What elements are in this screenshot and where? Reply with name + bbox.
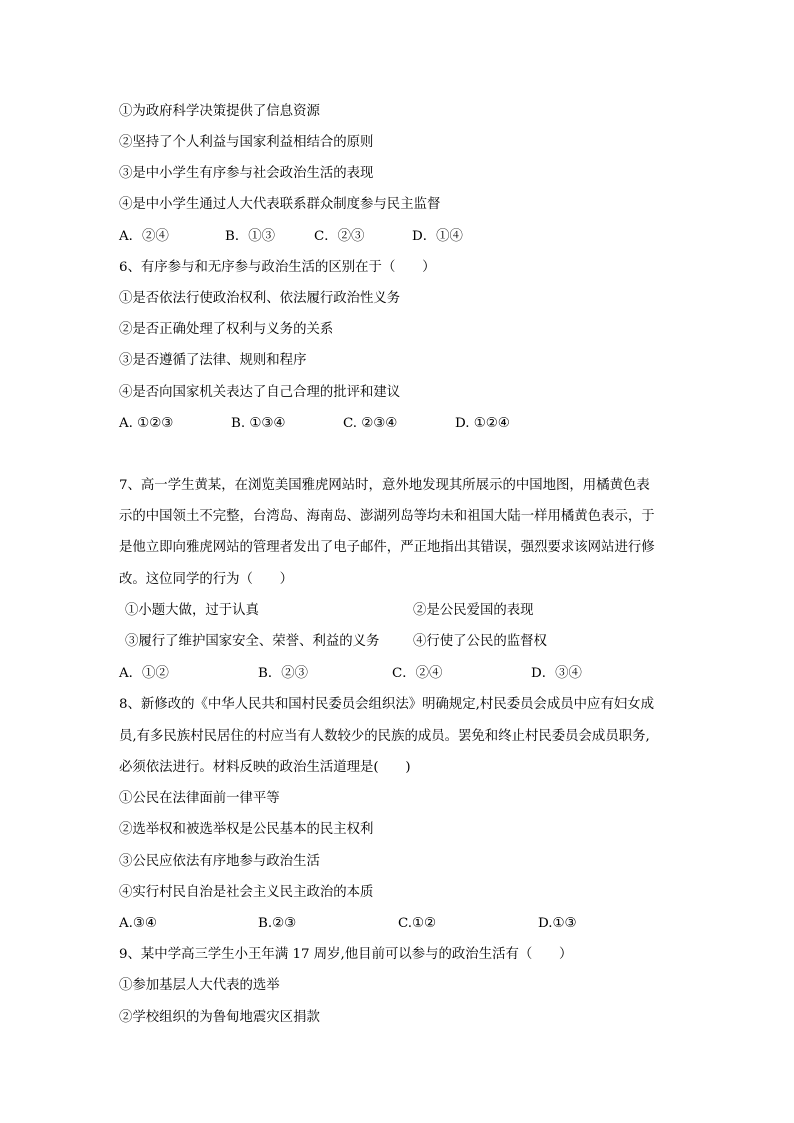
q8-item-4: ④实行村民自治是社会主义民主政治的本质 (119, 885, 374, 900)
q6-option-c: C. ②③④ (343, 416, 398, 431)
q8-option-b: B.②③ (258, 916, 297, 931)
q9-stem: 9、某中学高三学生小王年满 17 周岁,他目前可以参与的政治生活有（ ） (119, 947, 573, 962)
q6-item-1: ①是否依法行使政治权利、依法履行政治性义务 (119, 291, 401, 306)
q6-item-2: ②是否正确处理了权利与义务的关系 (119, 322, 334, 337)
q7-stem-line-3: 是他立即向雅虎网站的管理者发出了电子邮件，严正地指出其错误，强烈要求该网站进行修 (119, 540, 655, 555)
q7-stem-line-1: 7、高一学生黄某，在浏览美国雅虎网站时，意外地发现其所展示的中国地图，用橘黄色表 (119, 478, 650, 493)
q8-stem-line-2: 员,有多民族村民居住的村应当有人数较少的民族的成员。罢免和终止村民委员会成员职务, (119, 729, 650, 744)
q7-option-d: D．③④ (531, 666, 582, 681)
q6-stem: 6、有序参与和无序参与政治生活的区别在于（ ） (119, 260, 436, 275)
q7-option-c: C．②④ (392, 666, 443, 681)
q5-item-4: ④是中小学生通过人大代表联系群众制度参与民主监督 (119, 197, 441, 212)
q8-stem-line-1: 8、新修改的《中华人民共和国村民委员会组织法》明确规定,村民委员会成员中应有妇女成 (119, 697, 655, 712)
q7-option-b: B．②③ (258, 666, 309, 681)
q9-item-2: ②学校组织的为鲁甸地震灾区捐款 (119, 1010, 320, 1025)
q8-item-2: ②选举权和被选举权是公民基本的民主权利 (119, 822, 374, 837)
q5-option-b: B．①③ (225, 229, 276, 244)
q8-item-3: ③公民应依法有序地参与政治生活 (119, 854, 320, 869)
q7-item-4: ④行使了公民的监督权 (413, 634, 547, 649)
q8-item-1: ①公民在法律面前一律平等 (119, 791, 280, 806)
q5-option-d: D．①④ (412, 229, 463, 244)
q5-item-2: ②坚持了个人利益与国家利益相结合的原则 (119, 135, 374, 150)
q5-option-c: C．②③ (314, 229, 365, 244)
q6-option-d: D. ①②④ (455, 416, 510, 431)
q6-item-4: ④是否向国家机关表达了自己合理的批评和建议 (119, 385, 401, 400)
q7-item-2: ②是公民爱国的表现 (413, 603, 534, 618)
q6-item-3: ③是否遵循了法律、规则和程序 (119, 353, 307, 368)
q7-stem-line-2: 示的中国领土不完整，台湾岛、海南岛、澎湖列岛等均未和祖国大陆一样用橘黄色表示，于 (119, 509, 655, 524)
q9-item-1: ①参加基层人大代表的选举 (119, 978, 280, 993)
q8-option-c: C.①② (398, 916, 437, 931)
q7-option-a: A．①② (119, 666, 169, 681)
q6-option-a: A. ①②③ (119, 416, 174, 431)
q5-item-3: ③是中小学生有序参与社会政治生活的表现 (119, 166, 374, 181)
q8-option-a: A.③④ (119, 916, 157, 931)
q7-stem-line-4: 改。这位同学的行为（ ） (119, 572, 294, 587)
q6-option-b: B. ①③④ (231, 416, 286, 431)
q7-item-3: ③履行了维护国家安全、荣誉、利益的义务 (125, 634, 380, 649)
q5-item-1: ①为政府科学决策提供了信息资源 (119, 104, 320, 119)
q5-option-a: A．②④ (119, 229, 169, 244)
q7-item-1: ①小题大做，过于认真 (125, 603, 259, 618)
q8-option-d: D.①③ (538, 916, 577, 931)
q8-stem-line-3: 必须依法进行。材料反映的政治生活道理是( ) (119, 760, 411, 775)
